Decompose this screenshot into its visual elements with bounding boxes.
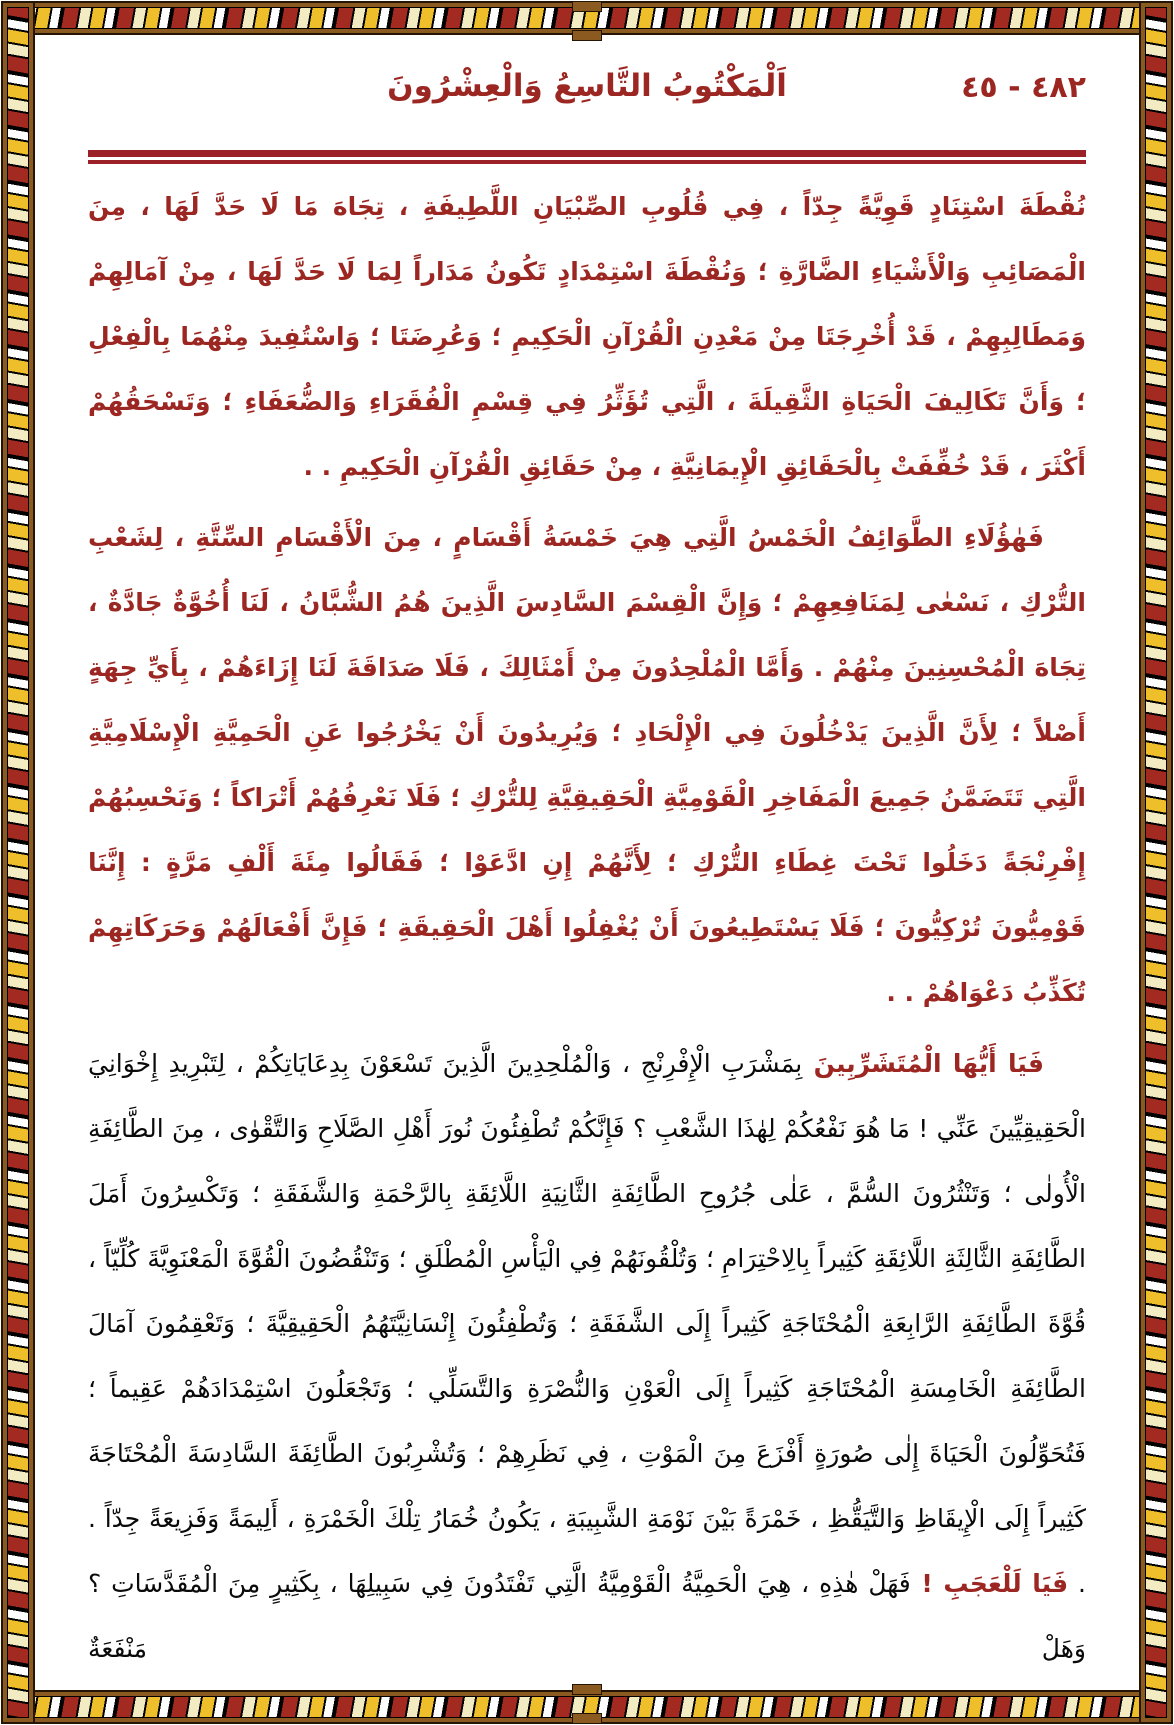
paragraph — [88, 505, 1086, 1025]
border-center-tab — [572, 1713, 602, 1724]
paragraph-text: بِمَشْرَبِ الْإِفْرِنْجِ ، وَالْمُلْحِدِينَ الَّذِينَ تَسْعَوْنَ بِدِعَايَاتِكُمْ ، لِتَبْرِيدِ إِخْوَانِيَ الْحَقِيقِيِّينَ عَنِّي ! مَا هُوَ نَفْعُكُمْ لِهٰذَا الشَّعْبِ ؟ فَإِنَّكُمْ تُطْفِئُونَ نُورَ أَهْلِ الصَّلَاحِ وَالتَّقْوٰى ، مِنَ الطَّائِفَةِ الْأُولٰى ؛ وَتَنْثُرُونَ السُّمَّ ، عَلٰى جُرُوحِ الطَّائِفَةِ الثَّانِيَةِ اللَّائِقَةِ بِالرَّحْمَةِ وَالشَّفَقَةِ ؛ وَتَكْسِرُونَ أَمَلَ الطَّائِفَةِ الثَّالِثَةِ اللَّائِقَةِ كَثِيراً بِالِاحْتِرَامِ ؛ وَتُلْقُونَهُمْ فِي الْيَأْسِ الْمُطْلَقِ ؛ وَتَنْقُضُونَ الْقُوَّةَ الْمَعْنَوِيَّةَ كُلِّيّاً ، قُوَّةَ الطَّائِفَةِ الرَّابِعَةِ الْمُحْتَاجَةِ كَثِيراً إِلَى الشَّفَقَةِ ؛ وَتُطْفِئُونَ إِنْسَانِيَّتَهُمُ الْحَقِيقِيَّةَ ؛ وَتَعْقِمُونَ آمَالَ الطَّائِفَةِ الْخَامِسَةِ الْمُحْتَاجَةِ كَثِيراً إِلَى الْعَوْنِ وَالنُّصْرَةِ وَالتَّسَلِّي ؛ وَتَجْعَلُونَ اسْتِمْدَادَهُمْ عَقِيماً ؛ فَتُحَوِّلُونَ الْحَيَاةَ إِلٰى صُورَةٍ أَفْزَعَ مِنَ الْمَوْتِ ، فِي نَظَرِهِمْ ؛ وَتُشْرِبُونَ الطَّائِفَةَ السَّادِسَةَ الْمُحْتَاجَةَ كَثِيراً إِلَى الْإِيقَاظِ وَالتَّيَقُّظِ ، خَمْرَةً بَيْنَ نَوْمَةِ الشَّبِيبَةِ ، يَكُونُ خُمَارُ تِلْكَ الْخَمْرَةِ ، أَلِيمَةً وَفَزِيعَةً جِدّاً . . — [88, 1049, 1086, 1598]
border-center-tab — [572, 1684, 602, 1695]
paragraph — [88, 174, 1086, 499]
paragraph-emphasis-text: فَيَا أَيُّهَا الْمُتَشَرِّبِينَ — [802, 1049, 1044, 1078]
border-center-tab — [572, 30, 602, 41]
page-header — [88, 44, 1086, 136]
paragraph-emphasis-text: فَيَا لَلْعَجَبِ ! — [910, 1569, 1069, 1598]
paragraph — [88, 1031, 1086, 1681]
page-content — [88, 44, 1086, 1685]
paragraph-text: فَهَلْ هٰذِهِ ، هِيَ الْحَمِيَّةُ الْقَوْمِيَّةُ الَّتِي تَفْتَدُونَ فِي سَبِيلِهَا ، بِكَثِيرٍ مِنَ الْمُقَدَّسَاتِ ؟ وَهَلْ مَنْفَعَةٌ — [88, 1569, 1086, 1663]
border-ornament-left — [7, 7, 29, 1718]
border-center-tab — [572, 1, 602, 12]
body-text — [88, 174, 1086, 1681]
page-title: اَلْمَكْتُوبُ التَّاسِعُ وَالْعِشْرُونَ — [387, 68, 787, 104]
border-ornament-right — [1145, 7, 1167, 1718]
header-divider-rule — [88, 150, 1086, 164]
paragraph-text: نُقْطَةَ اسْتِنَادٍ قَوِيَّةً جِدّاً ، فِي قُلُوبِ الصِّبْيَانِ اللَّطِيفَةِ ، تِجَاهَ مَا لَا حَدَّ لَهَا ، مِنَ الْمَصَائِبِ وَالْأَشْيَاءِ الضَّارَّةِ ؛ وَنُقْطَةَ اسْتِمْدَادٍ تَكُونُ مَدَاراً لِمَا لَا حَدَّ لَهَا ، مِنْ آمَالِهِمْ وَمَطَالِبِهِمْ ، قَدْ أُخْرِجَتَا مِنْ مَعْدِنِ الْقُرْآنِ الْحَكِيمِ ؛ وَعُرِضَتَا ؛ وَاسْتُفِيدَ مِنْهُمَا بِالْفِعْلِ ؛ وَأَنَّ تَكَالِيفَ الْحَيَاةِ الثَّقِيلَةَ ، الَّتِي تُؤَثِّرُ فِي قِسْمِ الْفُقَرَاءِ وَالضُّعَفَاءِ ؛ وَتَسْحَقُهُمْ أَكْثَرَ ، قَدْ خُفِّفَتْ بِالْحَقَائِقِ الْإِيمَانِيَّةِ ، مِنْ حَقَائِقِ الْقُرْآنِ الْحَكِيمِ . . — [88, 192, 1086, 481]
paragraph-text: فَهٰؤُلَاءِ الطَّوَائِفُ الْخَمْسُ الَّتِي هِيَ خَمْسَةُ أَقْسَامٍ ، مِنَ الْأَقْسَامِ السِّتَّةِ ، لِشَعْبِ التُّرْكِ ، نَسْعٰى لِمَنَافِعِهِمْ ؛ وَإِنَّ الْقِسْمَ السَّادِسَ الَّذِينَ هُمُ الشُّبَّانُ ، لَنَا أُخُوَّةٌ جَادَّةٌ ، تِجَاهَ الْمُحْسِنِينَ مِنْهُمْ . وَأَمَّا الْمُلْحِدُونَ مِنْ أَمْثَالِكَ ، فَلَا صَدَاقَةَ لَنَا إِزَاءَهُمْ ، بِأَيِّ جِهَةٍ أَصْلاً ؛ لِأَنَّ الَّذِينَ يَدْخُلُونَ فِي الْإِلْحَادِ ؛ وَيُرِيدُونَ أَنْ يَخْرُجُوا عَنِ الْحَمِيَّةِ الْإِسْلَامِيَّةِ الَّتِي تَتَضَمَّنُ جَمِيعَ الْمَفَاخِرِ الْقَوْمِيَّةِ الْحَقِيقِيَّةِ لِلتُّرْكِ ؛ فَلَا نَعْرِفُهُمْ أَتْرَاكاً ؛ وَنَحْسِبُهُمْ إِفْرِنْجَةً دَخَلُوا تَحْتَ غِطَاءِ التُّرْكِ ؛ لِأَنَّهُمْ إِنِ ادَّعَوْا ؛ فَقَالُوا مِئَةَ أَلْفِ مَرَّةٍ : إِنَّنَا قَوْمِيُّونَ تُرْكِيُّونَ ؛ فَلَا يَسْتَطِيعُونَ أَنْ يُغْفِلُوا أَهْلَ الْحَقِيقَةِ ؛ فَإِنَّ أَفْعَالَهُمْ وَحَرَكَاتِهِمْ تُكَذِّبُ دَعْوَاهُمْ . . — [88, 523, 1086, 1007]
page-number: ٤٨٢ - ٤٥ — [961, 70, 1086, 105]
